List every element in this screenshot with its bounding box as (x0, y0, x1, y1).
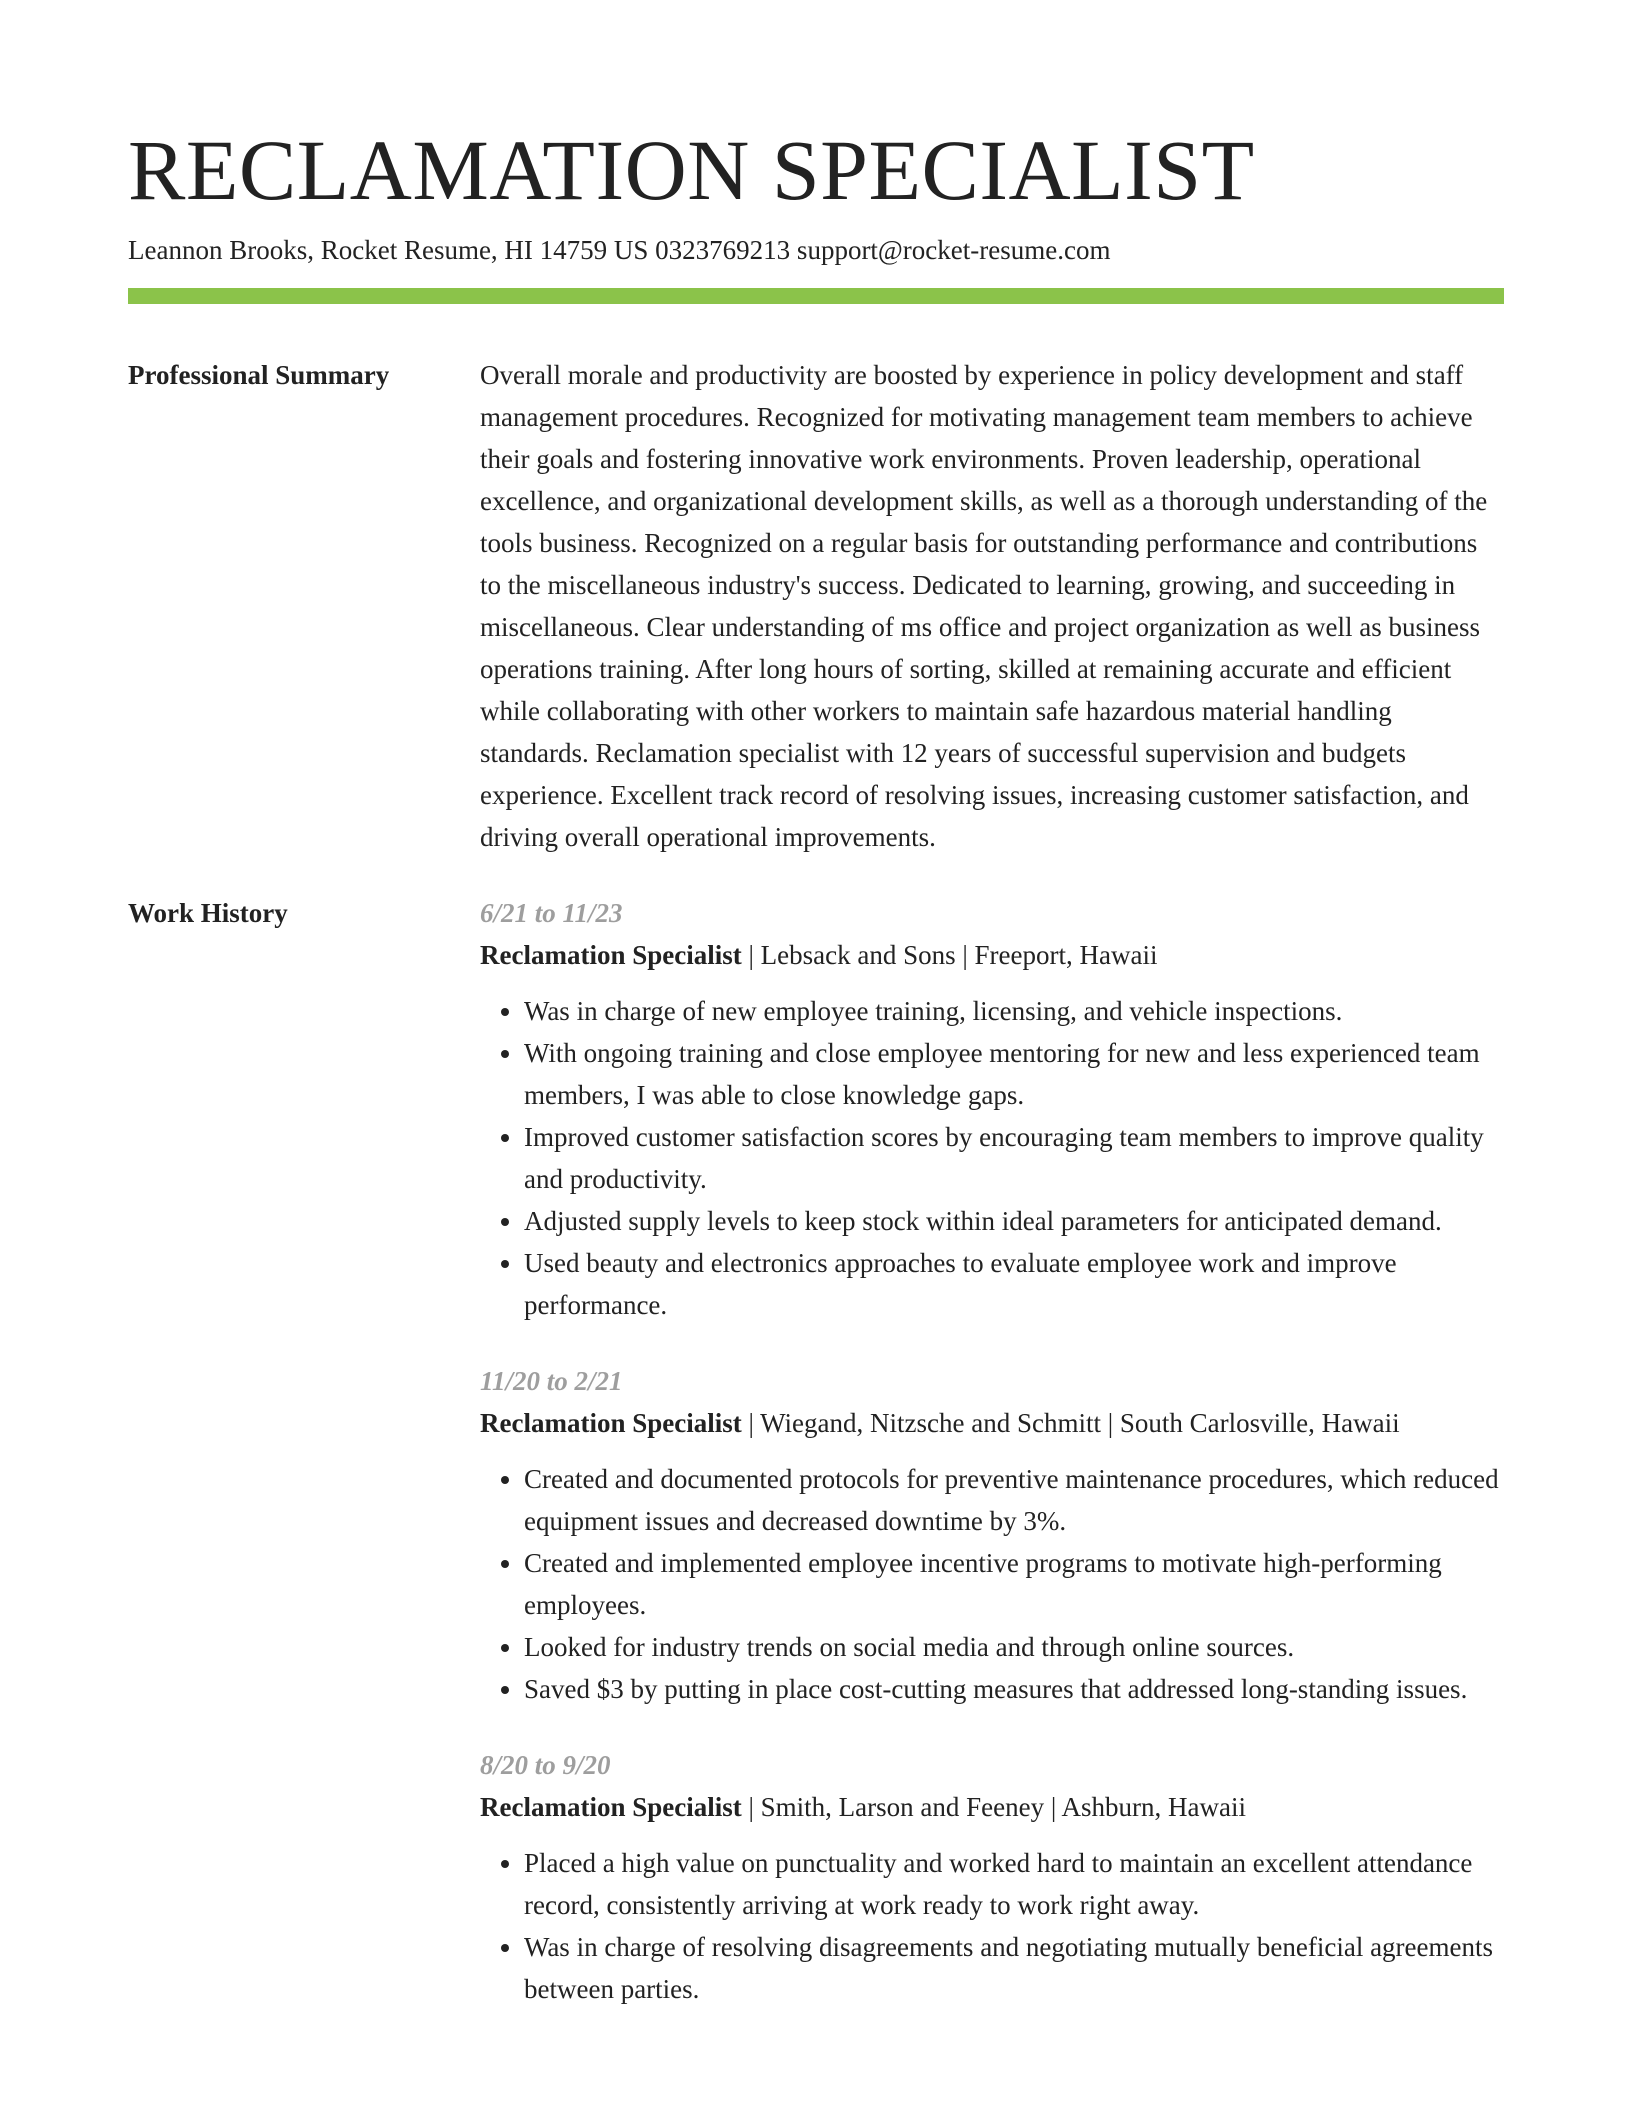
header-divider (128, 288, 1504, 304)
job-bullet-list (480, 990, 1504, 1326)
job-company: Wiegand, Nitzsche and Schmitt (760, 1408, 1101, 1438)
job-bullet: • Created and implemented employee incentive programs to motivate high-performing employees. (524, 1542, 1504, 1626)
job-bullet: • Looked for industry trends on social media and through online sources. (524, 1626, 1504, 1668)
separator: | (955, 940, 975, 970)
job-title: Reclamation Specialist (480, 940, 742, 970)
job-dates: 11/20 to 2/21 (480, 1366, 623, 1396)
job-bullet: • Used beauty and electronics approaches to evaluate employee work and improve performance. (524, 1242, 1504, 1326)
summary-text: Overall morale and productivity are boosted by experience in policy development and staff management procedures. Recognized for motivating management team members to achieve their goals and fostering innovative work environments. Proven leadership, operational excellence, and organizational development skills, as well as a thorough understanding of the tools business. Recognized on a regular basis for outstanding performance and contributions to the miscellaneous industry's success. Dedicated to learning, growing, and succeeding in miscellaneous. Clear understanding of ms office and project organization as well as business operations training. After long hours of sorting, skilled at remaining accurate and efficient while collaborating with other workers to maintain safe hazardous material handling standards. Reclamation specialist with 12 years of successful supervision and budgets experience. Excellent track record of resolving issues, increasing customer satisfaction, and driving overall operational improvements. (480, 360, 1488, 852)
job-bullet: • Saved $3 by putting in place cost-cutting measures that addressed long-standing issues. (524, 1668, 1504, 1710)
job-heading-line (480, 934, 1504, 976)
separator: | (1100, 1408, 1120, 1438)
job-entry (480, 1360, 1504, 1710)
job-title: Reclamation Specialist (480, 1408, 742, 1438)
separator: | (741, 1408, 761, 1438)
job-bullet: • Adjusted supply levels to keep stock within ideal parameters for anticipated demand. (524, 1200, 1504, 1242)
job-heading-line (480, 1786, 1504, 1828)
job-company: Lebsack and Sons (760, 940, 956, 970)
job-dates: 8/20 to 9/20 (480, 1750, 611, 1780)
section-heading: Work History (128, 898, 288, 928)
job-location: South Carlosville, Hawaii (1119, 1408, 1400, 1438)
job-entry (480, 1744, 1504, 2010)
job-bullet: • With ongoing training and close employee mentoring for new and less experienced team members, I was able to close knowledge gaps. (524, 1032, 1504, 1116)
contact-line: Leannon Brooks, Rocket Resume, HI 14759 US 0323769213 support@rocket-resume.com (128, 235, 1111, 265)
job-list (480, 892, 1504, 2044)
job-heading-line (480, 1402, 1504, 1444)
job-bullet-list (480, 1458, 1504, 1710)
separator: | (741, 940, 761, 970)
job-bullet: • Placed a high value on punctuality and worked hard to maintain an excellent attendance record, consistently arriving at work ready to work right away. (524, 1842, 1504, 1926)
separator: | (741, 1792, 761, 1822)
job-title: Reclamation Specialist (480, 1792, 742, 1822)
job-dates: 6/21 to 11/23 (480, 898, 623, 928)
job-bullet: • Improved customer satisfaction scores by encouraging team members to improve quality and productivity. (524, 1116, 1504, 1200)
job-bullet: • Was in charge of resolving disagreements and negotiating mutually beneficial agreements between parties. (524, 1926, 1504, 2010)
job-location: Ashburn, Hawaii (1061, 1792, 1246, 1822)
job-entry (480, 892, 1504, 1326)
job-bullet: • Was in charge of new employee training, licensing, and vehicle inspections. (524, 990, 1504, 1032)
section-body (480, 354, 1504, 858)
job-location: Freeport, Hawaii (974, 940, 1158, 970)
job-company: Smith, Larson and Feeney (760, 1792, 1045, 1822)
resume-page (128, 118, 1504, 2044)
resume-name: RECLAMATION SPECIALIST (128, 122, 1255, 218)
professional-summary-section (128, 354, 1504, 858)
work-history-section (128, 892, 1504, 2044)
job-bullet: • Created and documented protocols for preventive maintenance procedures, which reduced equipment issues and decreased downtime by 3%. (524, 1458, 1504, 1542)
section-heading: Professional Summary (128, 360, 390, 390)
job-bullet-list (480, 1842, 1504, 2010)
separator: | (1044, 1792, 1062, 1822)
